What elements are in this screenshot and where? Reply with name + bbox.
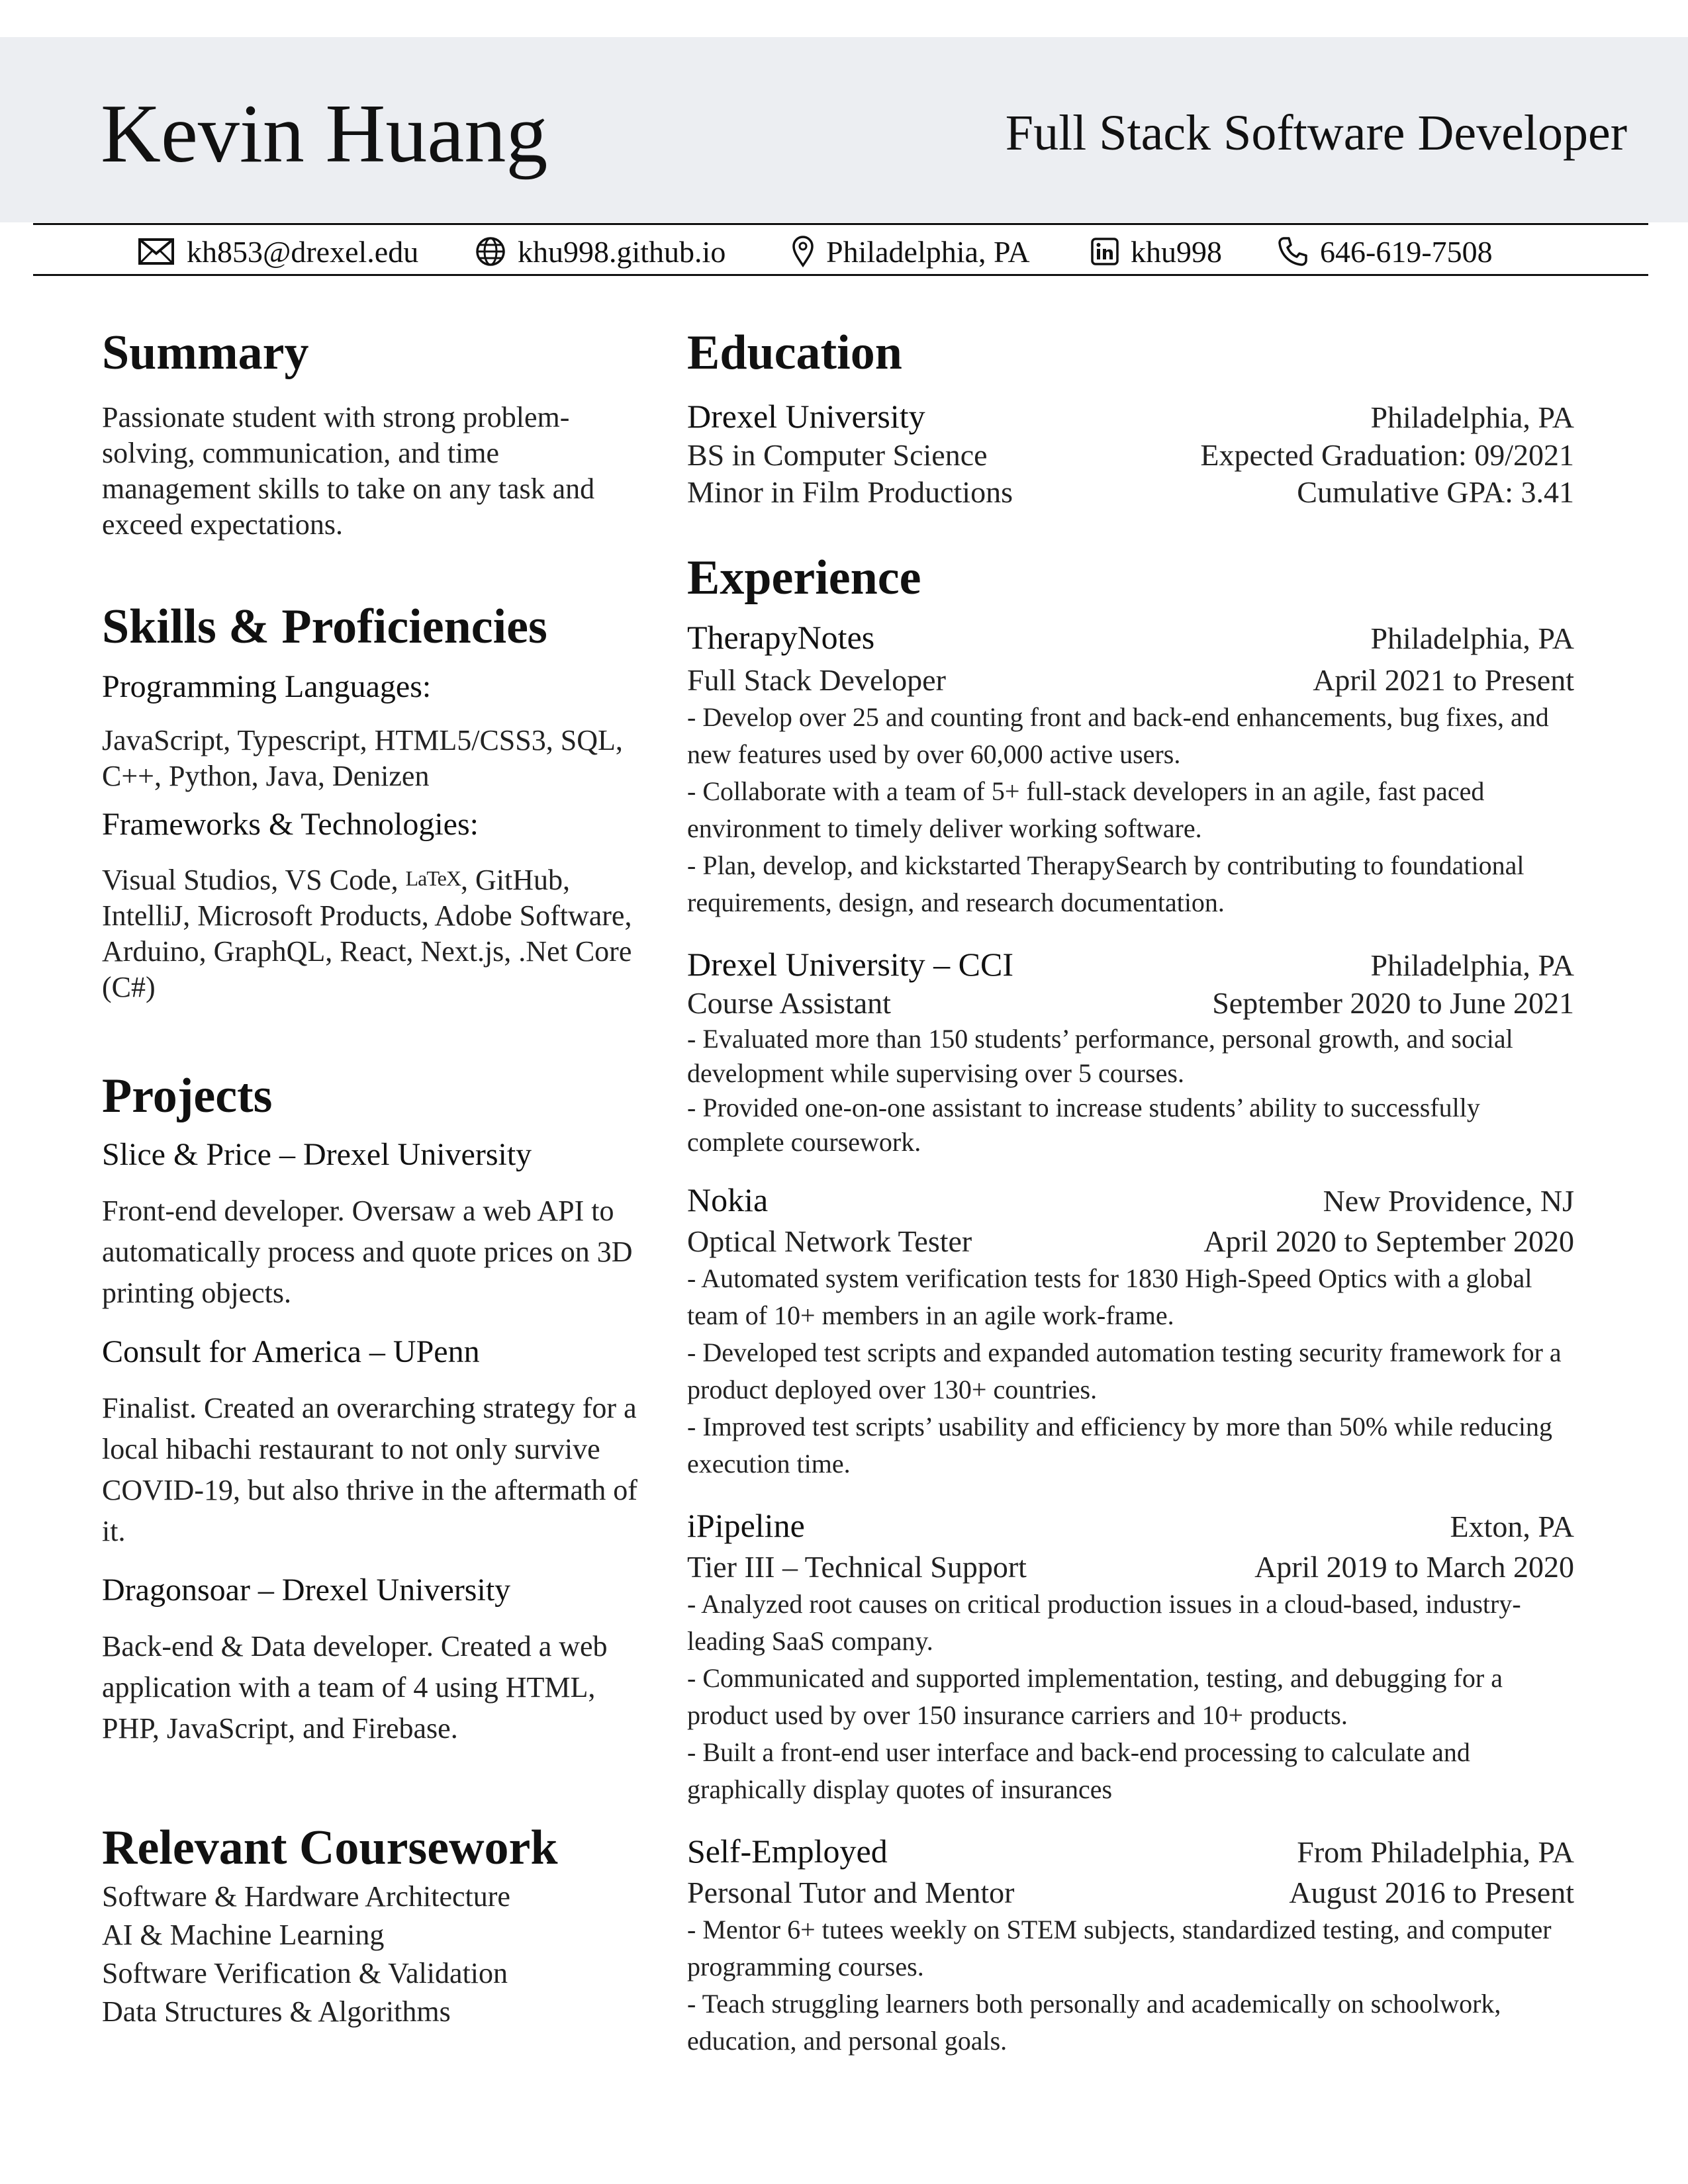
school-location: Philadelphia, PA — [1370, 400, 1574, 434]
job-dates: April 2019 to March 2020 — [1254, 1550, 1574, 1584]
job-dates: April 2020 to September 2020 — [1203, 1224, 1574, 1258]
globe-icon — [475, 236, 506, 267]
job-role-row — [687, 662, 1574, 699]
job-role-row — [687, 1874, 1574, 1911]
contact-bottom-divider — [33, 274, 1648, 276]
degree: BS in Computer Science — [687, 438, 988, 472]
company-name: iPipeline — [687, 1507, 805, 1544]
job-role-row — [687, 1223, 1574, 1260]
job-header-row — [687, 1831, 1574, 1872]
job-bullet: - Develop over 25 and counting front and back-end enhancements, bug fixes, and new features used by over 60,000 active users. — [687, 702, 1549, 769]
job-entry — [687, 944, 1574, 1160]
school-name: Drexel University — [687, 398, 925, 435]
project-description: Front-end developer. Oversaw a web API to automatically process and quote prices on 3D printing objects. — [102, 1195, 633, 1309]
coursework-list — [102, 1878, 645, 2031]
frameworks-list — [102, 860, 645, 1005]
summary-text: Passionate student with strong problem-solving, communication, and time management skills to take on any task and exceed expectations. — [102, 401, 595, 541]
coursework-heading: Relevant Coursework — [102, 1821, 558, 1875]
contact-email[interactable] — [138, 229, 418, 274]
job-bullet: - Improved test scripts’ usability and efficiency by more than 50% while reducing execution time. — [687, 1412, 1553, 1479]
skills-group-label: Frameworks & Technologies: — [102, 807, 479, 842]
mail-icon — [138, 238, 175, 265]
job-dates: September 2020 to June 2021 — [1212, 986, 1574, 1020]
skills-group-label: Programming Languages: — [102, 669, 432, 704]
candidate-name: Kevin Huang — [101, 88, 548, 180]
course-item: Data Structures & Algorithms — [102, 1995, 451, 2028]
location-text: Philadelphia, PA — [826, 234, 1030, 269]
job-bullet: - Provided one-on-one assistant to increase students’ ability to successfully complete coursework. — [687, 1093, 1480, 1157]
job-dates: August 2016 to Present — [1289, 1876, 1574, 1909]
job-entry — [687, 1831, 1574, 2060]
graduation-date: Expected Graduation: 09/2021 — [1200, 438, 1574, 472]
job-location: Philadelphia, PA — [1370, 621, 1574, 655]
job-header-row — [687, 944, 1574, 985]
gpa: Cumulative GPA: 3.41 — [1297, 475, 1574, 509]
company-name: Self-Employed — [687, 1833, 888, 1870]
job-title: Full Stack Software Developer — [1005, 105, 1627, 161]
job-header-row — [687, 1505, 1574, 1546]
job-bullet: - Built a front-end user interface and back-end processing to calculate and graphically display quotes of insurances — [687, 1737, 1470, 1804]
contact-location — [792, 229, 1030, 274]
job-bullet: - Teach struggling learners both personally and academically on schoolwork, education, and personal goals. — [687, 1989, 1501, 2056]
job-entry — [687, 1179, 1574, 1482]
job-bullet: - Developed test scripts and expanded automation testing security framework for a product deployed over 130+ countries. — [687, 1338, 1562, 1404]
skills-heading: Skills & Proficiencies — [102, 600, 547, 654]
job-bullet: - Collaborate with a team of 5+ full-stack developers in an agile, fast paced environment to timely deliver working software. — [687, 776, 1485, 843]
frameworks-text-before: Visual Studios, VS Code, — [102, 864, 406, 896]
job-role: Course Assistant — [687, 986, 891, 1020]
location-pin-icon — [792, 236, 814, 267]
job-header-row — [687, 617, 1574, 658]
course-item: Software Verification & Validation — [102, 1957, 508, 1989]
job-location: Philadelphia, PA — [1370, 948, 1574, 982]
contact-linkedin[interactable] — [1091, 229, 1222, 274]
project-description: Back-end & Data developer. Created a web application with a team of 4 using HTML, PHP, JavaScript, and Firebase. — [102, 1630, 608, 1745]
education-header-row — [687, 396, 1574, 437]
job-role: Full Stack Developer — [687, 663, 946, 697]
contact-website[interactable] — [475, 229, 726, 274]
job-bullet: - Analyzed root causes on critical production issues in a cloud-based, industry-leading SaaS company. — [687, 1589, 1521, 1656]
job-entry — [687, 617, 1574, 921]
experience-heading: Experience — [687, 551, 921, 605]
job-location: Exton, PA — [1450, 1510, 1574, 1543]
project-description: Finalist. Created an overarching strategy for a local hibachi restaurant to not only survive COVID-19, but also thrive in the aftermath of it. — [102, 1392, 637, 1547]
frameworks-text-after: , GitHub, IntelliJ, Microsoft Products, Adobe Software, Arduino, GraphQL, React, Next.js, .Net Core (C#) — [102, 864, 632, 1003]
project-title: Slice & Price – Drexel University — [102, 1137, 532, 1172]
phone-icon — [1278, 236, 1308, 267]
contact-phone[interactable] — [1278, 229, 1493, 274]
job-role-row — [687, 985, 1574, 1022]
job-bullet: - Mentor 6+ tutees weekly on STEM subjects, standardized testing, and computer programming courses. — [687, 1915, 1552, 1981]
minor-row — [687, 474, 1574, 511]
email-text: kh853@drexel.edu — [187, 234, 419, 269]
project-title: Dragonsoar – Drexel University — [102, 1572, 511, 1608]
job-bullet: - Communicated and supported implementation, testing, and debugging for a product used by over 150 insurance carriers and 10+ products. — [687, 1663, 1503, 1730]
education-heading: Education — [687, 326, 902, 380]
job-header-row — [687, 1179, 1574, 1220]
contact-top-divider — [33, 223, 1648, 225]
job-role-row — [687, 1549, 1574, 1586]
projects-heading: Projects — [102, 1069, 273, 1123]
project-title: Consult for America – UPenn — [102, 1334, 480, 1369]
job-role: Optical Network Tester — [687, 1224, 972, 1258]
job-bullet: - Automated system verification tests for 1830 High-Speed Optics with a global team of 10+ members in an agile work-frame. — [687, 1263, 1532, 1330]
job-entry — [687, 1505, 1574, 1808]
right-column — [687, 323, 1574, 2060]
company-name: Nokia — [687, 1181, 769, 1218]
job-bullet: - Evaluated more than 150 students’ performance, personal growth, and social development while supervising over 5 courses. — [687, 1024, 1513, 1088]
phone-text: 646-619-7508 — [1320, 234, 1493, 269]
course-item: AI & Machine Learning — [102, 1919, 385, 1951]
programming-languages-list: JavaScript, Typescript, HTML5/CSS3, SQL, C++, Python, Java, Denizen — [102, 724, 623, 792]
course-item: Software & Hardware Architecture — [102, 1880, 510, 1913]
education-entry — [687, 396, 1574, 511]
job-bullet: - Plan, develop, and kickstarted TherapySearch by contributing to foundational requirements, design, and research documentation. — [687, 850, 1524, 917]
job-location: From Philadelphia, PA — [1297, 1835, 1574, 1869]
company-name: TherapyNotes — [687, 619, 875, 656]
minor: Minor in Film Productions — [687, 475, 1013, 509]
job-role: Tier III – Technical Support — [687, 1550, 1027, 1584]
job-location: New Providence, NJ — [1323, 1184, 1574, 1218]
job-dates: April 2021 to Present — [1313, 663, 1574, 697]
summary-heading: Summary — [102, 326, 309, 380]
left-column — [102, 323, 645, 2031]
job-role: Personal Tutor and Mentor — [687, 1876, 1015, 1909]
contact-bar — [0, 229, 1688, 274]
linkedin-text: khu998 — [1131, 234, 1222, 269]
latex-logo: LaTeX — [405, 866, 461, 890]
website-text: khu998.github.io — [518, 234, 726, 269]
company-name: Drexel University – CCI — [687, 946, 1013, 983]
degree-row — [687, 437, 1574, 474]
linkedin-icon — [1091, 238, 1119, 265]
